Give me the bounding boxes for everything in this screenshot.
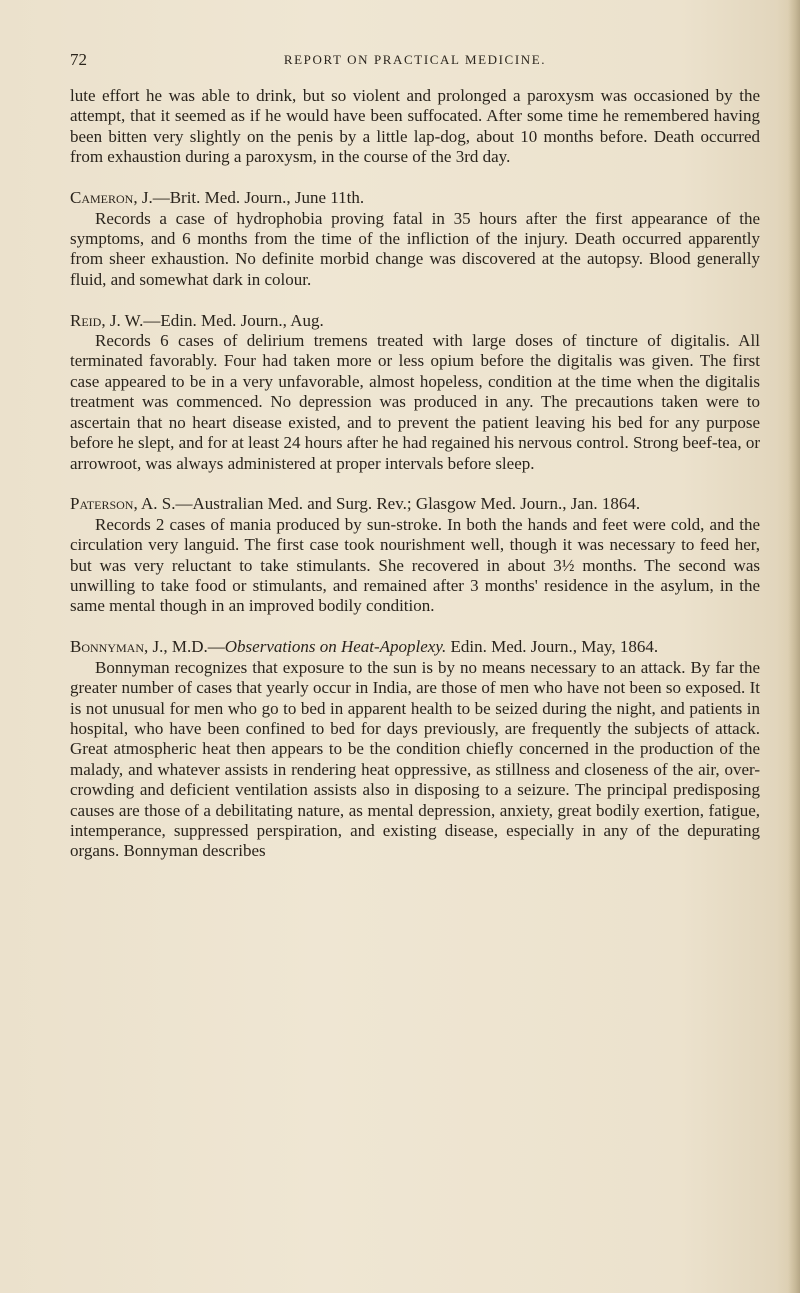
entry-citation [70, 637, 760, 657]
page-edge-shadow [788, 0, 800, 1293]
intro-paragraph: lute effort he was able to drink, but so violent and prolonged a paroxysm was occasioned by the attempt, that it seemed as if he would have been suffocated. After some time he remembered having been bitten very slightly on the penis by a little lap-dog, about 10 months before. Death occurred from exhaustion during a paroxysm, in the course of the 3rd day. [70, 86, 760, 167]
entry-bonnyman [70, 637, 760, 861]
entry-author: Bonnyman, [70, 637, 149, 657]
entry-author: Reid, [70, 310, 106, 330]
entry-author: Paterson, [70, 494, 138, 514]
page-body [70, 86, 760, 862]
entry-citation-text: J., M.D.— [148, 637, 225, 657]
entry-citation [70, 188, 760, 208]
entry-body: Bonnyman recognizes that exposure to the sun is by no means necessary to an attack. By far the greater number of cases that yearly occur in India, are those of men who have not been so exposed. It is not unusual for men who go to bed in apparent health to be seized during the night, and patients in hospital, who have been confined to bed for days previously, are frequently the subjects of attack. Great atmospheric heat then appears to be the condition chiefly concerned in the production of the malady, and whatever assists in rendering heat oppressive, as stillness and closeness of the air, over-crowding and deficient ventilation assists also in disposing to a seizure. The principal predisposing causes are those of a debilitating nature, as mental depression, anxiety, great bodily exertion, fatigue, intemperance, suppressed perspiration, and existing disease, especially in any of the depurating organs. Bonnyman describes [70, 657, 760, 861]
entry-citation [70, 311, 760, 331]
entry-cameron [70, 188, 760, 290]
entry-article-title: Observations on Heat-Apoplexy. [224, 637, 447, 657]
entry-body: Records 6 cases of delirium tremens treated with large doses of tincture of digitalis. All terminated favorably. Four had taken more or less opium before the digitalis was given. The first case appeared to be in a very unfavorable, almost hopeless, condition at the time when the digitalis treatment was commenced. No depression was produced in any. The precautions taken were to ascertain that no heart disease existed, and to prevent the patient leaving his bed for any purpose before he slept, and for at least 24 hours after he had regained his nervous control. Strong beef-tea, or arrowroot, was always administered at proper intervals before sleep. [70, 331, 760, 473]
running-title: REPORT ON PRACTICAL MEDICINE. [283, 52, 547, 67]
entry-citation [70, 494, 760, 514]
entry-paterson [70, 494, 760, 616]
entry-citation-text: J. W.—Edin. Med. Journ., Aug. [105, 310, 324, 330]
entry-reid [70, 311, 760, 474]
entry-citation-text: A. S.—Australian Med. and Surg. Rev.; Glasgow Med. Journ., Jan. 1864. [137, 494, 641, 514]
entry-citation-journal: Edin. Med. Journ., May, 1864. [446, 637, 659, 657]
page-number: 72 [70, 50, 87, 69]
entry-body: Records 2 cases of mania produced by sun-stroke. In both the hands and feet were cold, and the circulation very languid. The first case took nourishment well, though it was necessary to feed her, but was very reluctant to take stimulants. She recovered in about 3½ months. The second was unwilling to take food or stimulants, and remained after 3 months' residence in the asylum, in the same mental though in an improved bodily condition. [70, 514, 760, 616]
entry-author: Cameron, [70, 188, 138, 208]
entry-body: Records a case of hydrophobia proving fatal in 35 hours after the first appearance of the symptoms, and 6 months from the time of the infliction of the injury. Death occurred apparently from sheer exhaustion. No definite morbid change was discovered at the autopsy. Blood generally fluid, and somewhat dark in colour. [70, 208, 760, 289]
entry-citation-text: J.—Brit. Med. Journ., June 11th. [137, 188, 365, 208]
page-header [70, 50, 760, 74]
